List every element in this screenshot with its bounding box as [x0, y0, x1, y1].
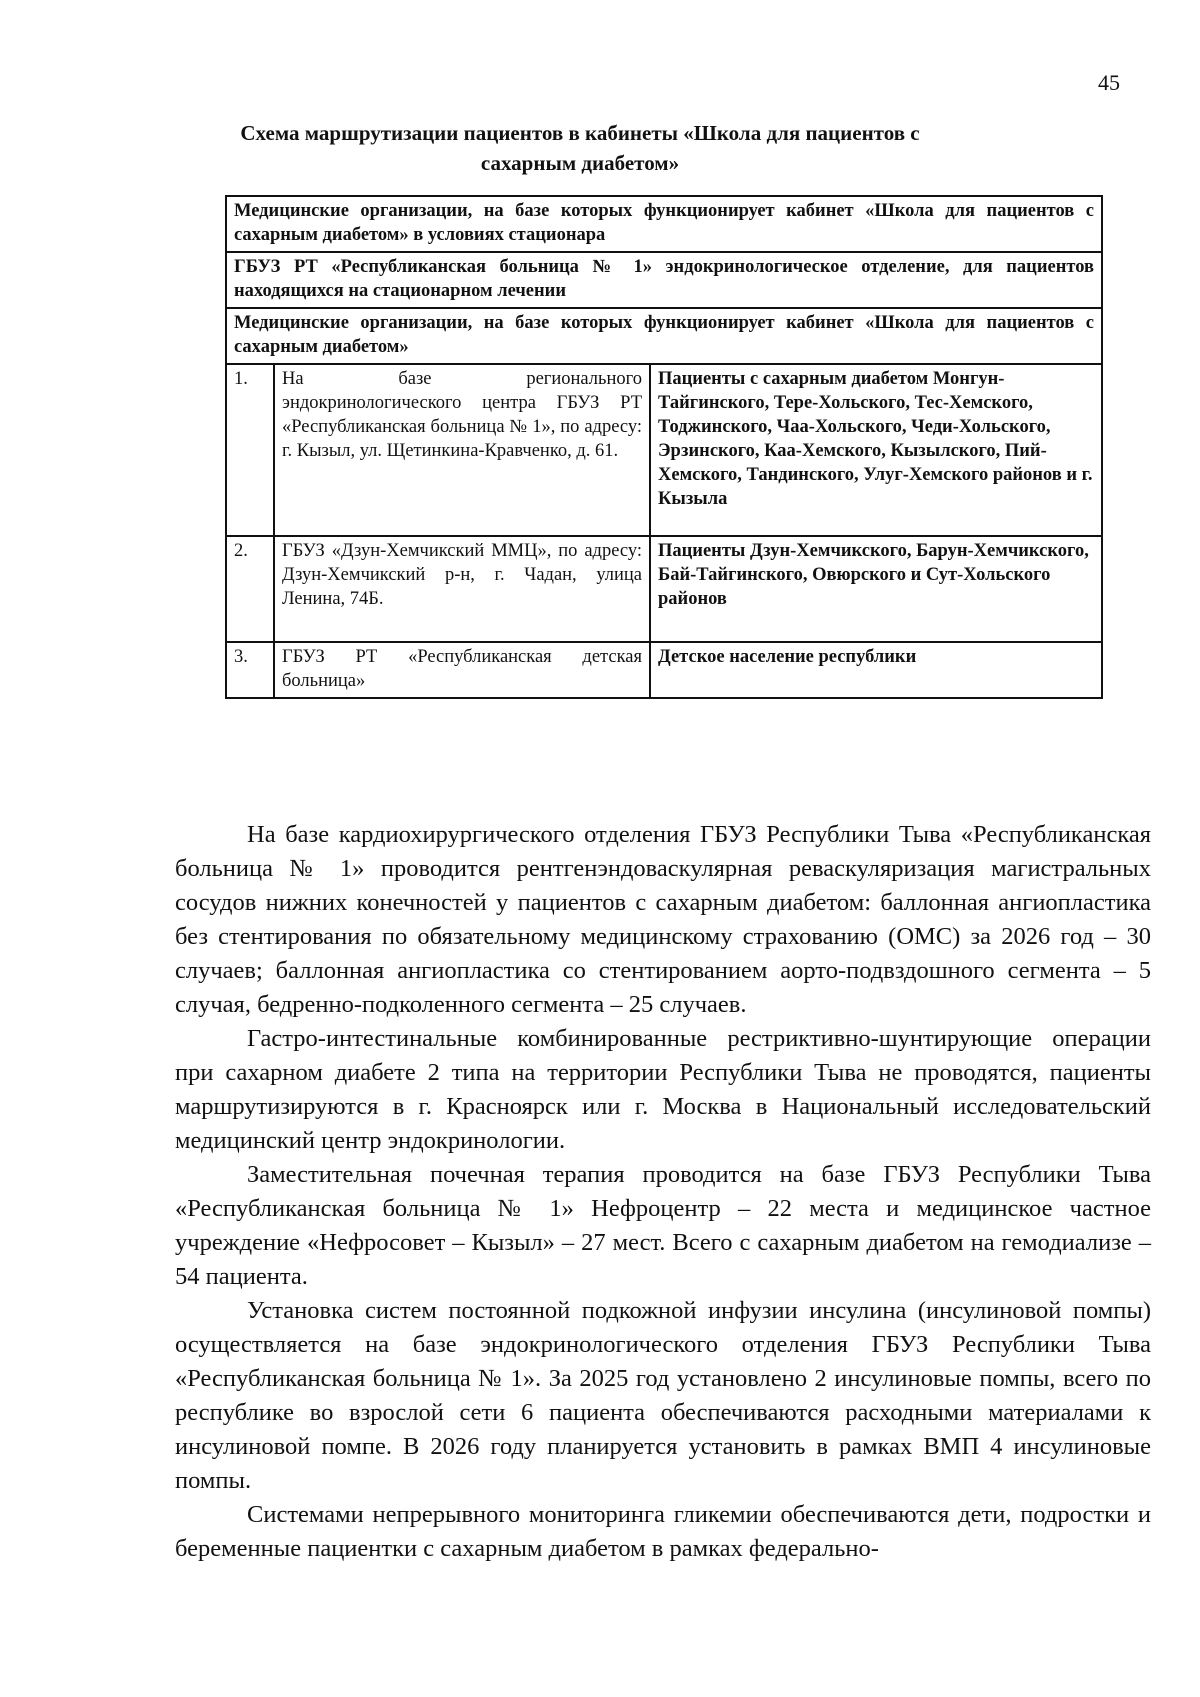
table-title: Схема маршрутизации пациентов в кабинеты «Школа для пациентов с сахарным диабетом» [240, 121, 920, 175]
paragraph: На базе кардиохирургического отделения ГБУЗ Республики Тыва «Республиканская больница № 1» проводится рентгенэндоваскулярная реваскуляризация магистральных сосудов нижних конечностей у пациентов с сахарным диабетом: баллонная ангиопластика без стентирования по обязательному медицинскому страхованию (ОМС) за 2026 год – 30 случаев; баллонная ангиопластика со стентированием аорто-подвздошного сегмента – 5 случая, бедренно-подколенного сегмента – 25 случаев. [175, 821, 1151, 1018]
row-number: 3. [226, 642, 274, 698]
body-text [175, 818, 1151, 1566]
organization-cell: На базе регионального эндокринологического центра ГБУЗ РТ «Республиканская больница № 1», по адресу: г. Кызыл, ул. Щетинкина-Кравченко, д. 61. [274, 364, 650, 536]
patients-cell: Пациенты Дзун-Хемчикского, Барун-Хемчикского, Бай-Тайгинского, Овюрского и Сут-Хольского районов [650, 536, 1102, 642]
patients-cell: Детское население республики [650, 642, 1102, 698]
paragraph: Заместительная почечная терапия проводится на базе ГБУЗ Республики Тыва «Республиканская больница № 1» Нефроцентр – 22 места и медицинское частное учреждение «Нефросовет – Кызыл» – 27 мест. Всего с сахарным диабетом на гемодиализе – 54 пациента. [175, 1161, 1151, 1290]
page-number: 45 [1098, 70, 1120, 95]
paragraph: Гастро-интестинальные комбинированные рестриктивно-шунтирующие операции при сахарном диабете 2 типа на территории Республики Тыва не проводятся, пациенты маршрутизируются в г. Красноярск или г. Москва в Национальный исследовательский медицинский центр эндокринологии. [175, 1025, 1151, 1154]
table-header-cell: Медицинские организации, на базе которых функционирует кабинет «Школа для пациентов с сахарным диабетом» в условиях стационара [226, 196, 1102, 252]
row-number: 1. [226, 364, 274, 536]
patients-cell: Пациенты с сахарным диабетом Монгун-Тайгинского, Тере-Хольского, Тес-Хемского, Тоджинского, Чаа-Хольского, Чеди-Хольского, Эрзинского, Каа-Хемского, Кызылского, Пий-Хемского, Тандинского, Улуг-Хемского районов и г. Кызыла [650, 364, 1102, 536]
table-row [226, 642, 1102, 698]
table-header-row [226, 308, 1102, 364]
table-header-row [226, 196, 1102, 252]
paragraph: Системами непрерывного мониторинга гликемии обеспечиваются дети, подростки и беременные пациентки с сахарным диабетом в рамках федерально- [175, 1501, 1151, 1562]
table-header-cell: Медицинские организации, на базе которых функционирует кабинет «Школа для пациентов с сахарным диабетом» [226, 308, 1102, 364]
table-row [226, 364, 1102, 536]
table-header-cell: ГБУЗ РТ «Республиканская больница № 1» эндокринологическое отделение, для пациентов находящихся на стационарном лечении [226, 252, 1102, 308]
organization-cell: ГБУЗ «Дзун-Хемчикский ММЦ», по адресу: Дзун-Хемчикский р-н, г. Чадан, улица Ленина, 74Б. [274, 536, 650, 642]
paragraph: Установка систем постоянной подкожной инфузии инсулина (инсулиновой помпы) осуществляется на базе эндокринологического отделения ГБУЗ Республики Тыва «Республиканская больница № 1». За 2025 год установлено 2 инсулиновые помпы, всего по республике во взрослой сети 6 пациента обеспечиваются расходными материалами к инсулиновой помпе. В 2026 году планируется установить в рамках ВМП 4 инсулиновые помпы. [175, 1297, 1151, 1494]
row-number: 2. [226, 536, 274, 642]
table-row [226, 536, 1102, 642]
routing-table [225, 195, 1103, 699]
table-header-row [226, 252, 1102, 308]
organization-cell: ГБУЗ РТ «Республиканская детская больница» [274, 642, 650, 698]
